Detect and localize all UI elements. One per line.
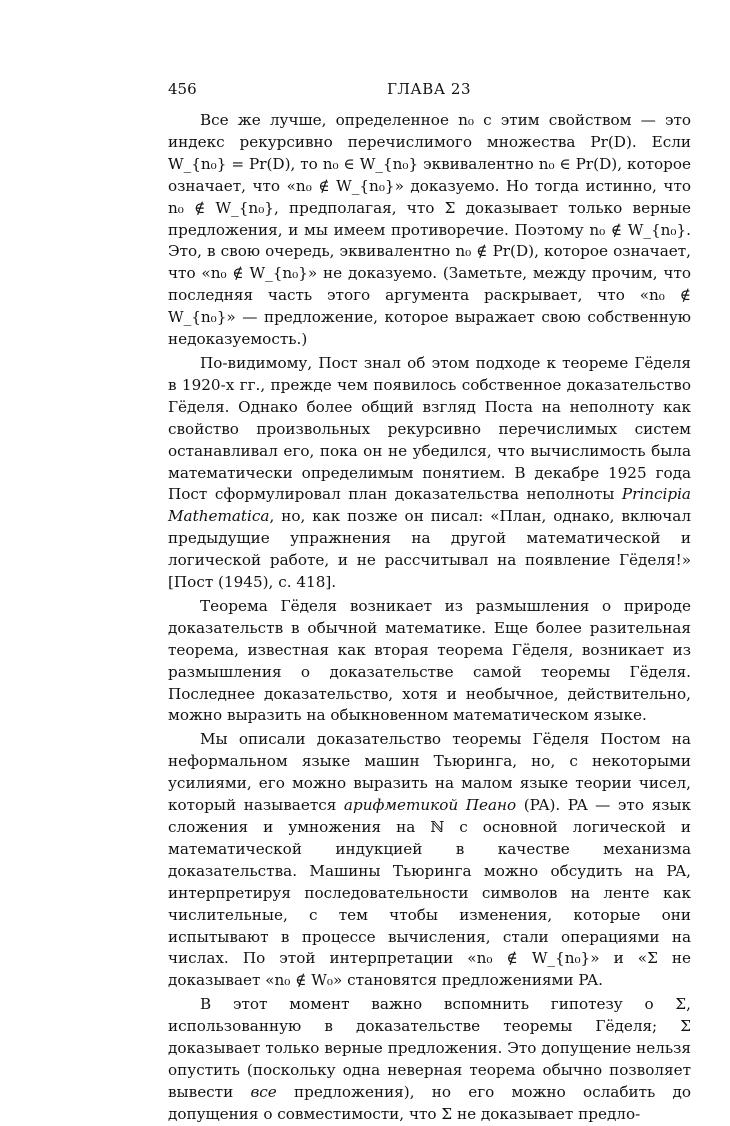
paragraph-4 bbox=[168, 729, 691, 992]
paragraph-3: Теорема Гёделя возникает из размышления о природе доказательств в обычной математике. Еще более разительная теорема, известная как вторая теорема Гёделя, возникает из размышления о доказательстве самой теоремы Гёделя. Последнее доказательство, хотя и необычное, действительно, можно выразить на обыкновенном математическом языке. bbox=[168, 596, 691, 725]
running-header bbox=[168, 79, 690, 99]
paragraph-5-italic-word: все bbox=[250, 1082, 277, 1101]
paragraph-5-text-a: В этот момент важно вспомнить гипотезу о Σ, использованную в доказательстве теоремы Гёделя; Σ доказывает только верные предложения. Это допущение нельзя опустить (поскольку одна неверная теорема обычно позволяет вывести bbox=[168, 995, 691, 1101]
paragraph-4-text-b: (PA). PA — это язык сложения и умножения на ℕ с основной логической и математической индукцией в качестве механизма доказательства. Машины Тьюринга можно обсудить на PA, интерпретируя последовательности символов на ленте как числительные, с тем чтобы изменения, которые они испытывают в процессе вычисления, стали операциями на числах. По этой интерпретации «n₀ ∉ W_{n₀}» и «Σ не доказывает «n₀ ∉ W₀» становятся предложениями PA. bbox=[168, 796, 692, 990]
page-body bbox=[168, 110, 691, 1126]
paragraph-2-text-b: , но, как позже он писал: «План, однако, включал предыдущие упражнения на другой математической и логической работе, и не рассчитывал на появление Гёделя!» [Пост (1945), с. 418]. bbox=[168, 507, 691, 592]
page-number: 456 bbox=[168, 80, 197, 98]
chapter-title: ГЛАВА 23 bbox=[386, 80, 472, 98]
paragraph-2-italic-title: Principia Mathematica bbox=[168, 485, 691, 526]
paragraph-4-text-a: Мы описали доказательство теоремы Гёделя Постом на неформальном языке машин Тьюринга, но, с некоторыми усилиями, его можно выразить на малом языке теории чисел, который называется bbox=[168, 730, 691, 815]
paragraph-2 bbox=[168, 353, 691, 594]
paragraph-2-text-a: По-видимому, Пост знал об этом подходе к теореме Гёделя в 1920-х гг., прежде чем появилось собственное доказательство Гёделя. Однако более общий взгляд Поста на неполноту как свойство произвольных рекурсивно перечислимых систем останавливал его, пока он не убедился, что вычислимость была математически определимым понятием. В декабре 1925 года Пост сформулировал план доказательства неполноты bbox=[168, 353, 691, 504]
paragraph-4-italic-term: арифметикой Пеано bbox=[343, 796, 517, 815]
paragraph-5-text-b: предложения), но его можно ослабить до допущения о совместимости, что Σ не доказывает предло- bbox=[168, 1082, 691, 1123]
paragraph-1: Все же лучше, определенное n₀ с этим свойством — это индекс рекурсивно перечислимого множества Pr(D). Если W_{n₀} = Pr(D), то n₀ ∈ W_{n₀} эквивалентно n₀ ∈ Pr(D), которое означает, что «n₀ ∉ W_{n₀}» доказуемо. Но тогда истинно, что n₀ ∉ W_{n₀}, предполагая, что Σ доказывает только верные предложения, и мы имеем противоречие. Поэтому n₀ ∉ W_{n₀}. Это, в свою очередь, эквивалентно n₀ ∉ Pr(D), которое означает, что «n₀ ∉ W_{n₀}» не доказуемо. (Заметьте, между прочим, что последняя часть этого аргумента раскрывает, что «n₀ ∉ W_{n₀}» — предложение, которое выражает свою собственную недоказуемость.) bbox=[168, 111, 691, 349]
paragraph-5 bbox=[168, 994, 691, 1125]
